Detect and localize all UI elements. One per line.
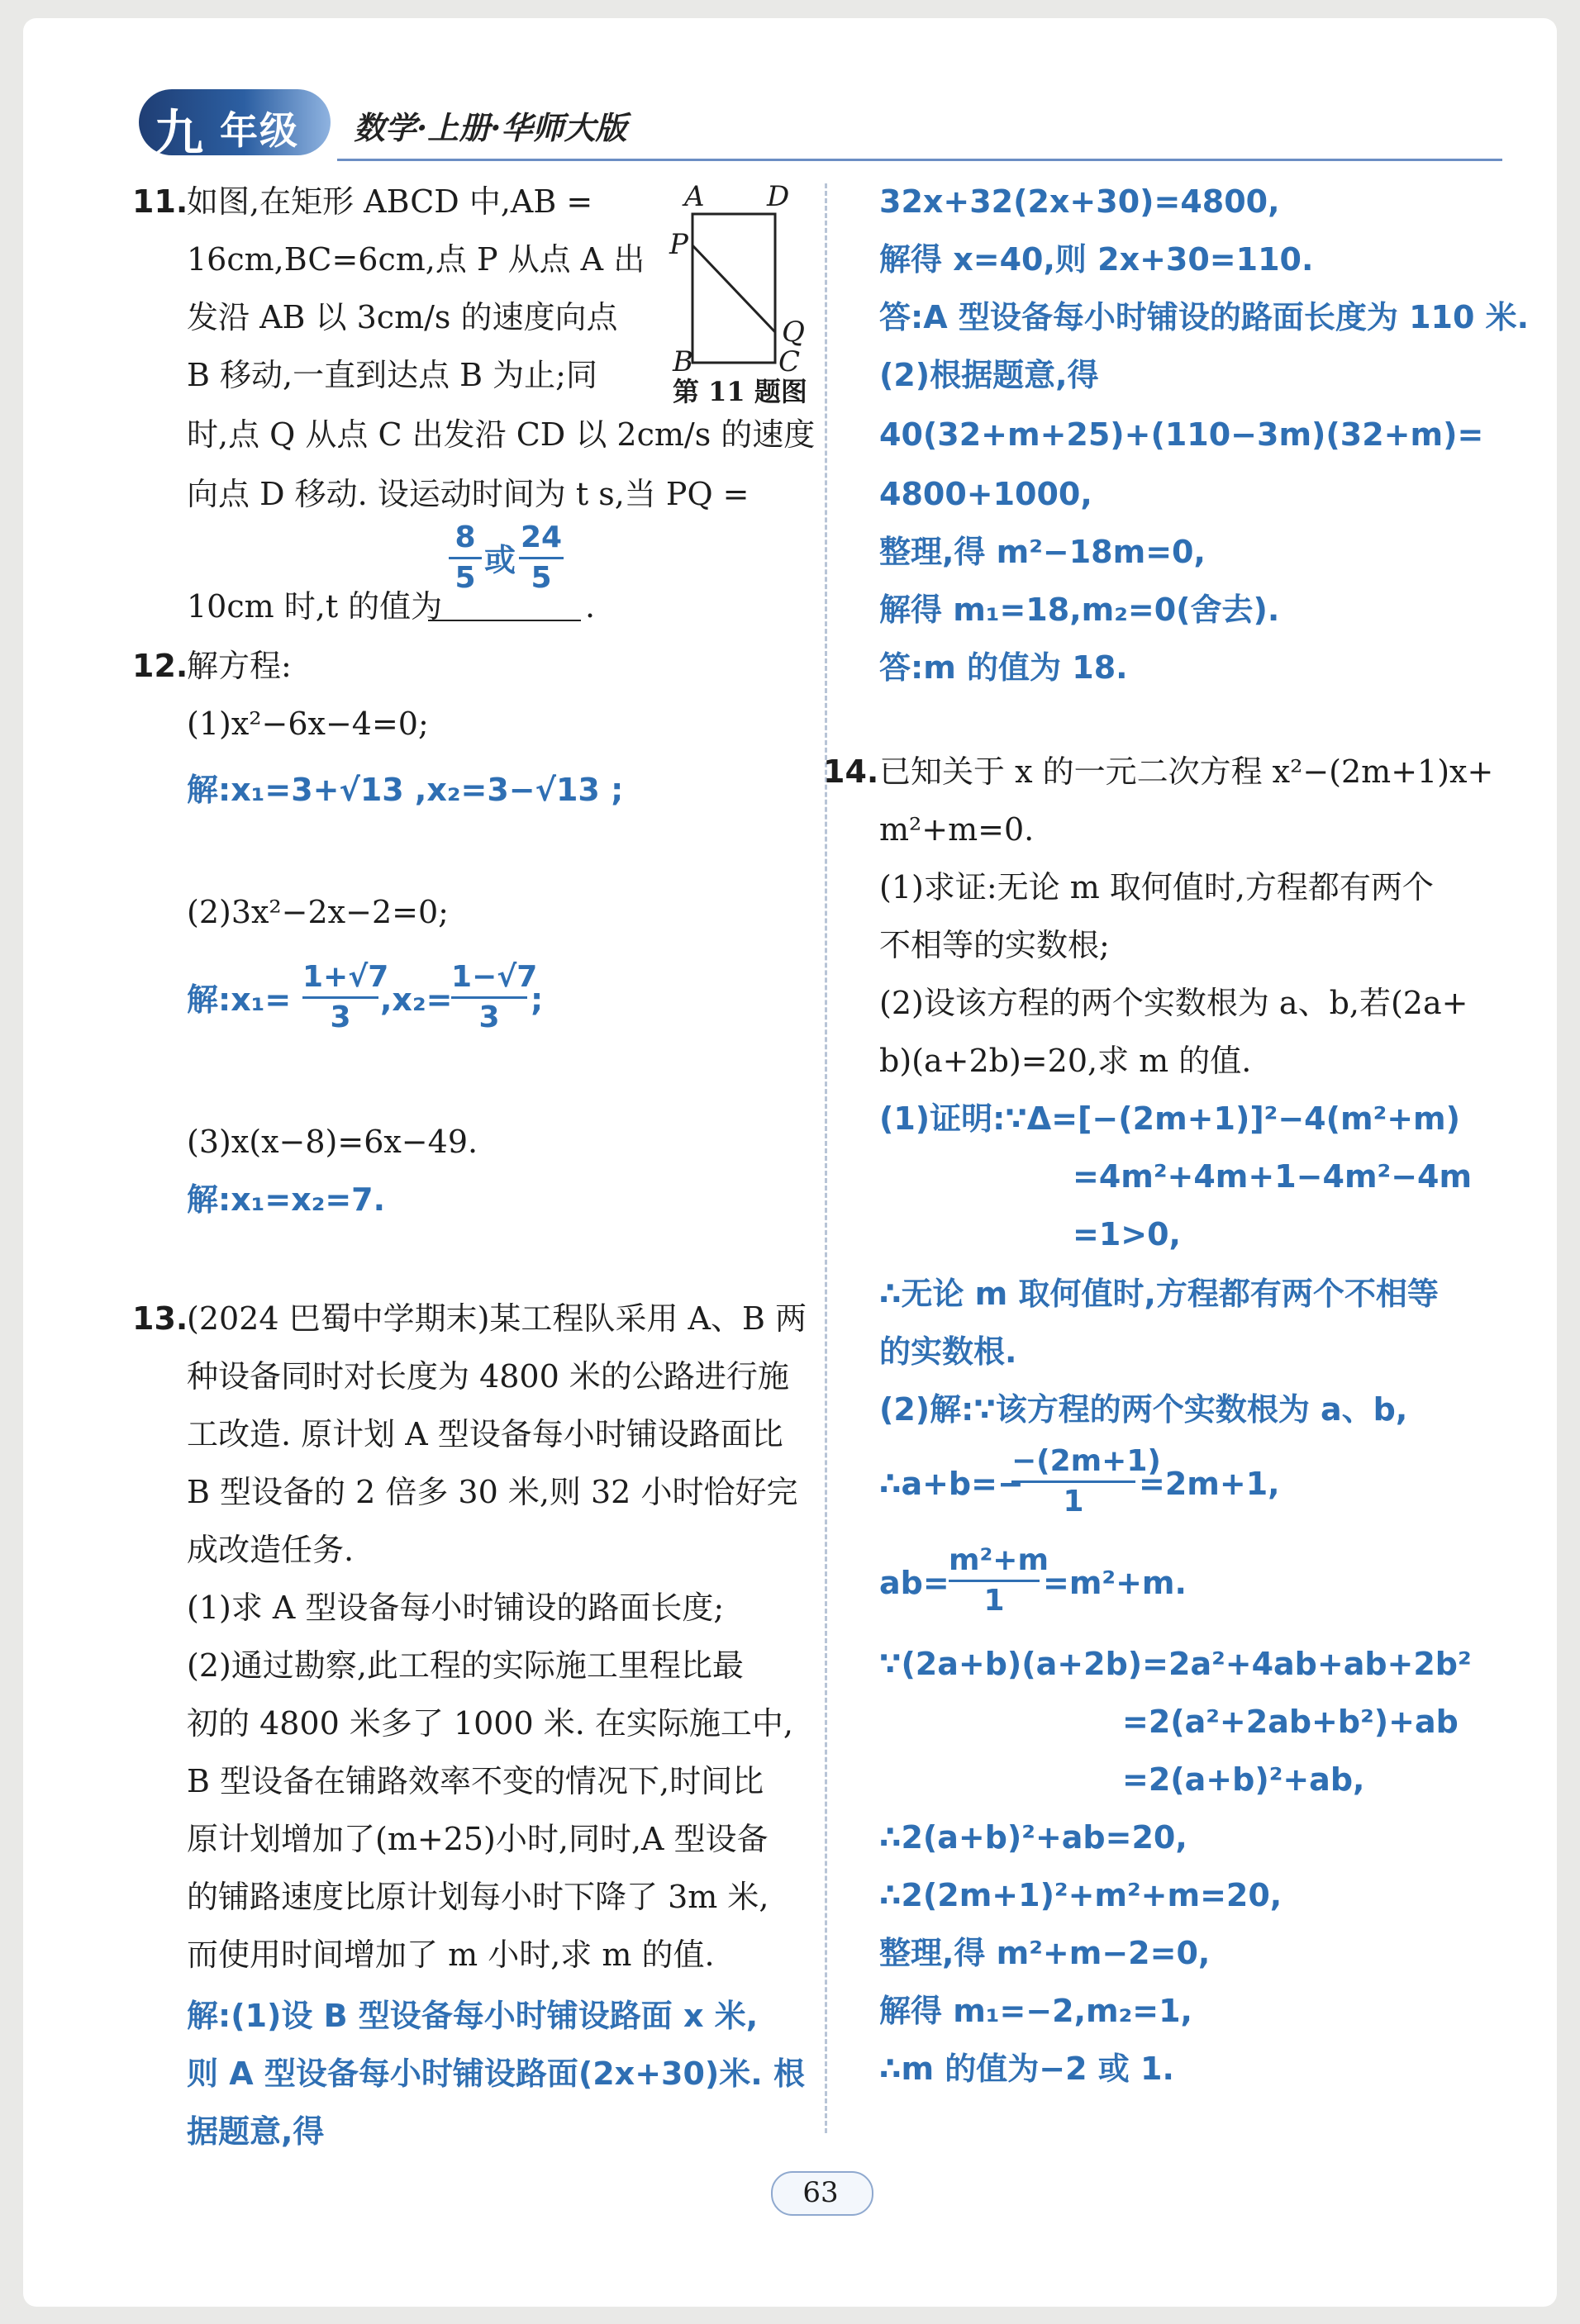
grade-label: 年级 xyxy=(220,108,299,153)
q14-rest-line: ∴2(2m+1)²+m²+m=20, xyxy=(879,1877,1283,1913)
label-p: P xyxy=(669,228,688,261)
column-divider xyxy=(825,183,827,2133)
q13-line: 原计划增加了(m+25)小时,同时,A 型设备 xyxy=(187,1821,769,1857)
q14-proof-line: 的实数根. xyxy=(879,1333,1017,1370)
q13-answer-line: 答:m 的值为 18. xyxy=(879,649,1128,686)
q13-answer-line: 4800+1000, xyxy=(879,476,1092,512)
q14-proof-line: (1)证明:∵Δ=[−(2m+1)]²−4(m²+m) xyxy=(879,1100,1461,1137)
q11-line: 向点 D 移动. 设运动时间为 t s,当 PQ = xyxy=(187,476,750,512)
textbook-page xyxy=(23,18,1557,2307)
q13-answer-line: 解:(1)设 B 型设备每小时铺设路面 x 米, xyxy=(187,1998,759,2034)
q13-answer-line: 整理,得 m²−18m=0, xyxy=(879,534,1206,570)
q11-line: 时,点 Q 从点 C 出发沿 CD 以 2cm/s 的速度 xyxy=(187,416,816,453)
q13-answer-line: 32x+32(2x+30)=4800, xyxy=(879,183,1280,220)
q14-line: (1)求证:无论 m 取何值时,方程都有两个 xyxy=(879,869,1434,905)
q13-line: 的铺路速度比原计划每小时下降了 3m 米, xyxy=(187,1879,769,1915)
q12-title: 解方程: xyxy=(187,648,292,684)
q11-tail: 10cm 时,t 的值为 xyxy=(187,588,443,625)
q13-line: 而使用时间增加了 m 小时,求 m 的值. xyxy=(187,1937,715,1973)
label-b: B xyxy=(673,345,693,378)
q11-line: 发沿 AB 以 3cm/s 的速度向点 xyxy=(187,299,618,335)
label-q: Q xyxy=(782,316,805,349)
q12-answer2-mid: ,x₂= xyxy=(380,981,453,1018)
q14-sum-end: =2m+1, xyxy=(1139,1466,1280,1502)
grade-badge xyxy=(139,89,331,163)
q13-answer-line: 据题意,得 xyxy=(187,2113,325,2150)
q14-proof-line: (2)解:∵该方程的两个实数根为 a、b, xyxy=(879,1391,1408,1428)
q11-line: B 移动,一直到达点 B 为止;同 xyxy=(187,357,597,393)
label-d: D xyxy=(767,180,790,213)
answer-fraction: 24 5 xyxy=(520,520,563,595)
q13-line: 工改造. 原计划 A 型设备每小时铺设路面比 xyxy=(187,1416,783,1452)
q14-line: b)(a+2b)=20,求 m 的值. xyxy=(879,1043,1252,1079)
q13-line: (2)通过勘察,此工程的实际施工里程比最 xyxy=(187,1647,744,1684)
sum-fraction: −(2m+1) 1 xyxy=(1011,1444,1161,1518)
q13-line: B 型设备的 2 倍多 30 米,则 32 小时恰好完 xyxy=(187,1474,798,1510)
grade-char: 九 xyxy=(154,105,203,163)
q12-answer2-end: ; xyxy=(531,981,544,1018)
q13-line: (1)求 A 型设备每小时铺设的路面长度; xyxy=(187,1590,725,1626)
question-number: 12. xyxy=(132,648,188,684)
q14-rest-line: =2(a²+2ab+b²)+ab xyxy=(1122,1704,1459,1740)
q13-line: 成改造任务. xyxy=(187,1532,355,1568)
q12-answer1: 解:x₁=3+√13 ,x₂=3−√13 ; xyxy=(187,772,624,808)
q14-rest-line: =2(a+b)²+ab, xyxy=(1122,1761,1365,1798)
page-number-badge xyxy=(771,2166,870,2216)
q12-part3: (3)x(x−8)=6x−49. xyxy=(187,1124,478,1160)
q14-rest-line: ∵(2a+b)(a+2b)=2a²+4ab+ab+2b² xyxy=(879,1646,1472,1682)
q13-answer-line: (2)根据题意,得 xyxy=(879,357,1099,393)
q14-line: 已知关于 x 的一元二次方程 x²−(2m+1)x+ xyxy=(879,753,1494,790)
answer-fraction: 1−√7 3 xyxy=(451,960,538,1034)
q13-line: B 型设备在铺路效率不变的情况下,时间比 xyxy=(187,1763,764,1799)
q14-rest-line: ∴2(a+b)²+ab=20, xyxy=(879,1819,1187,1856)
q12-answer2-prefix: 解:x₁= xyxy=(187,981,292,1018)
q11-line: 16cm,BC=6cm,点 P 从点 A 出 xyxy=(187,241,645,278)
answer-or: 或 xyxy=(484,542,516,578)
q14-rest-line: 整理,得 m²+m−2=0, xyxy=(879,1935,1211,1971)
answer-fraction: 1+√7 3 xyxy=(302,960,389,1034)
q14-proof-line: =1>0, xyxy=(1073,1216,1181,1252)
q13-answer-line: 解得 m₁=18,m₂=0(舍去). xyxy=(879,592,1280,628)
page-number: 63 xyxy=(802,2176,839,2209)
label-c: C xyxy=(778,345,801,378)
q14-line: 不相等的实数根; xyxy=(879,927,1110,963)
question-number: 13. xyxy=(132,1300,188,1337)
q12-part2: (2)3x²−2x−2=0; xyxy=(187,894,449,930)
page-header xyxy=(139,83,1502,173)
answer-blank xyxy=(428,596,581,621)
figure-caption: 第 11 题图 xyxy=(673,376,807,407)
question-number: 14. xyxy=(823,753,879,790)
answer-fraction: 8 5 xyxy=(449,520,482,596)
q13-answer-line: 则 A 型设备每小时铺设路面(2x+30)米. 根 xyxy=(187,2055,805,2092)
q13-answer-line: 40(32+m+25)+(110−3m)(32+m)= xyxy=(879,416,1484,453)
q14-line: (2)设该方程的两个实数根为 a、b,若(2a+ xyxy=(879,985,1468,1021)
q13-line: 种设备同时对长度为 4800 米的公路进行施 xyxy=(187,1358,789,1395)
q11-line: 如图,在矩形 ABCD 中,AB = xyxy=(187,183,593,220)
q14-sum-prefix: ∴a+b=− xyxy=(879,1466,1024,1502)
q13-answer-line: 答:A 型设备每小时铺设的路面长度为 110 米. xyxy=(879,299,1530,335)
q11-end: . xyxy=(585,588,596,625)
question-number: 11. xyxy=(132,183,188,220)
q13-line: (2024 巴蜀中学期末)某工程队采用 A、B 两 xyxy=(187,1300,807,1337)
label-a: A xyxy=(684,180,705,213)
q14-rest-line: ∴m 的值为−2 或 1. xyxy=(879,2051,1174,2087)
book-title: 数学·上册·华师大版 xyxy=(354,109,627,146)
q14-product-end: =m²+m. xyxy=(1043,1565,1187,1601)
q14-line: m²+m=0. xyxy=(879,811,1035,848)
q14-proof-line: ∴无论 m 取何值时,方程都有两个不相等 xyxy=(879,1276,1439,1312)
product-fraction: m²+m 1 xyxy=(949,1543,1049,1618)
q12-part1: (1)x²−6x−4=0; xyxy=(187,706,429,742)
q13-line: 初的 4800 米多了 1000 米. 在实际施工中, xyxy=(187,1705,793,1742)
q14-proof-line: =4m²+4m+1−4m²−4m xyxy=(1073,1158,1473,1195)
q14-product-prefix: ab= xyxy=(879,1565,949,1601)
q13-answer-line: 解得 x=40,则 2x+30=110. xyxy=(879,241,1314,278)
q14-rest-line: 解得 m₁=−2,m₂=1, xyxy=(879,1993,1192,2029)
q12-answer3: 解:x₁=x₂=7. xyxy=(187,1181,386,1218)
header-rule xyxy=(337,159,1502,161)
